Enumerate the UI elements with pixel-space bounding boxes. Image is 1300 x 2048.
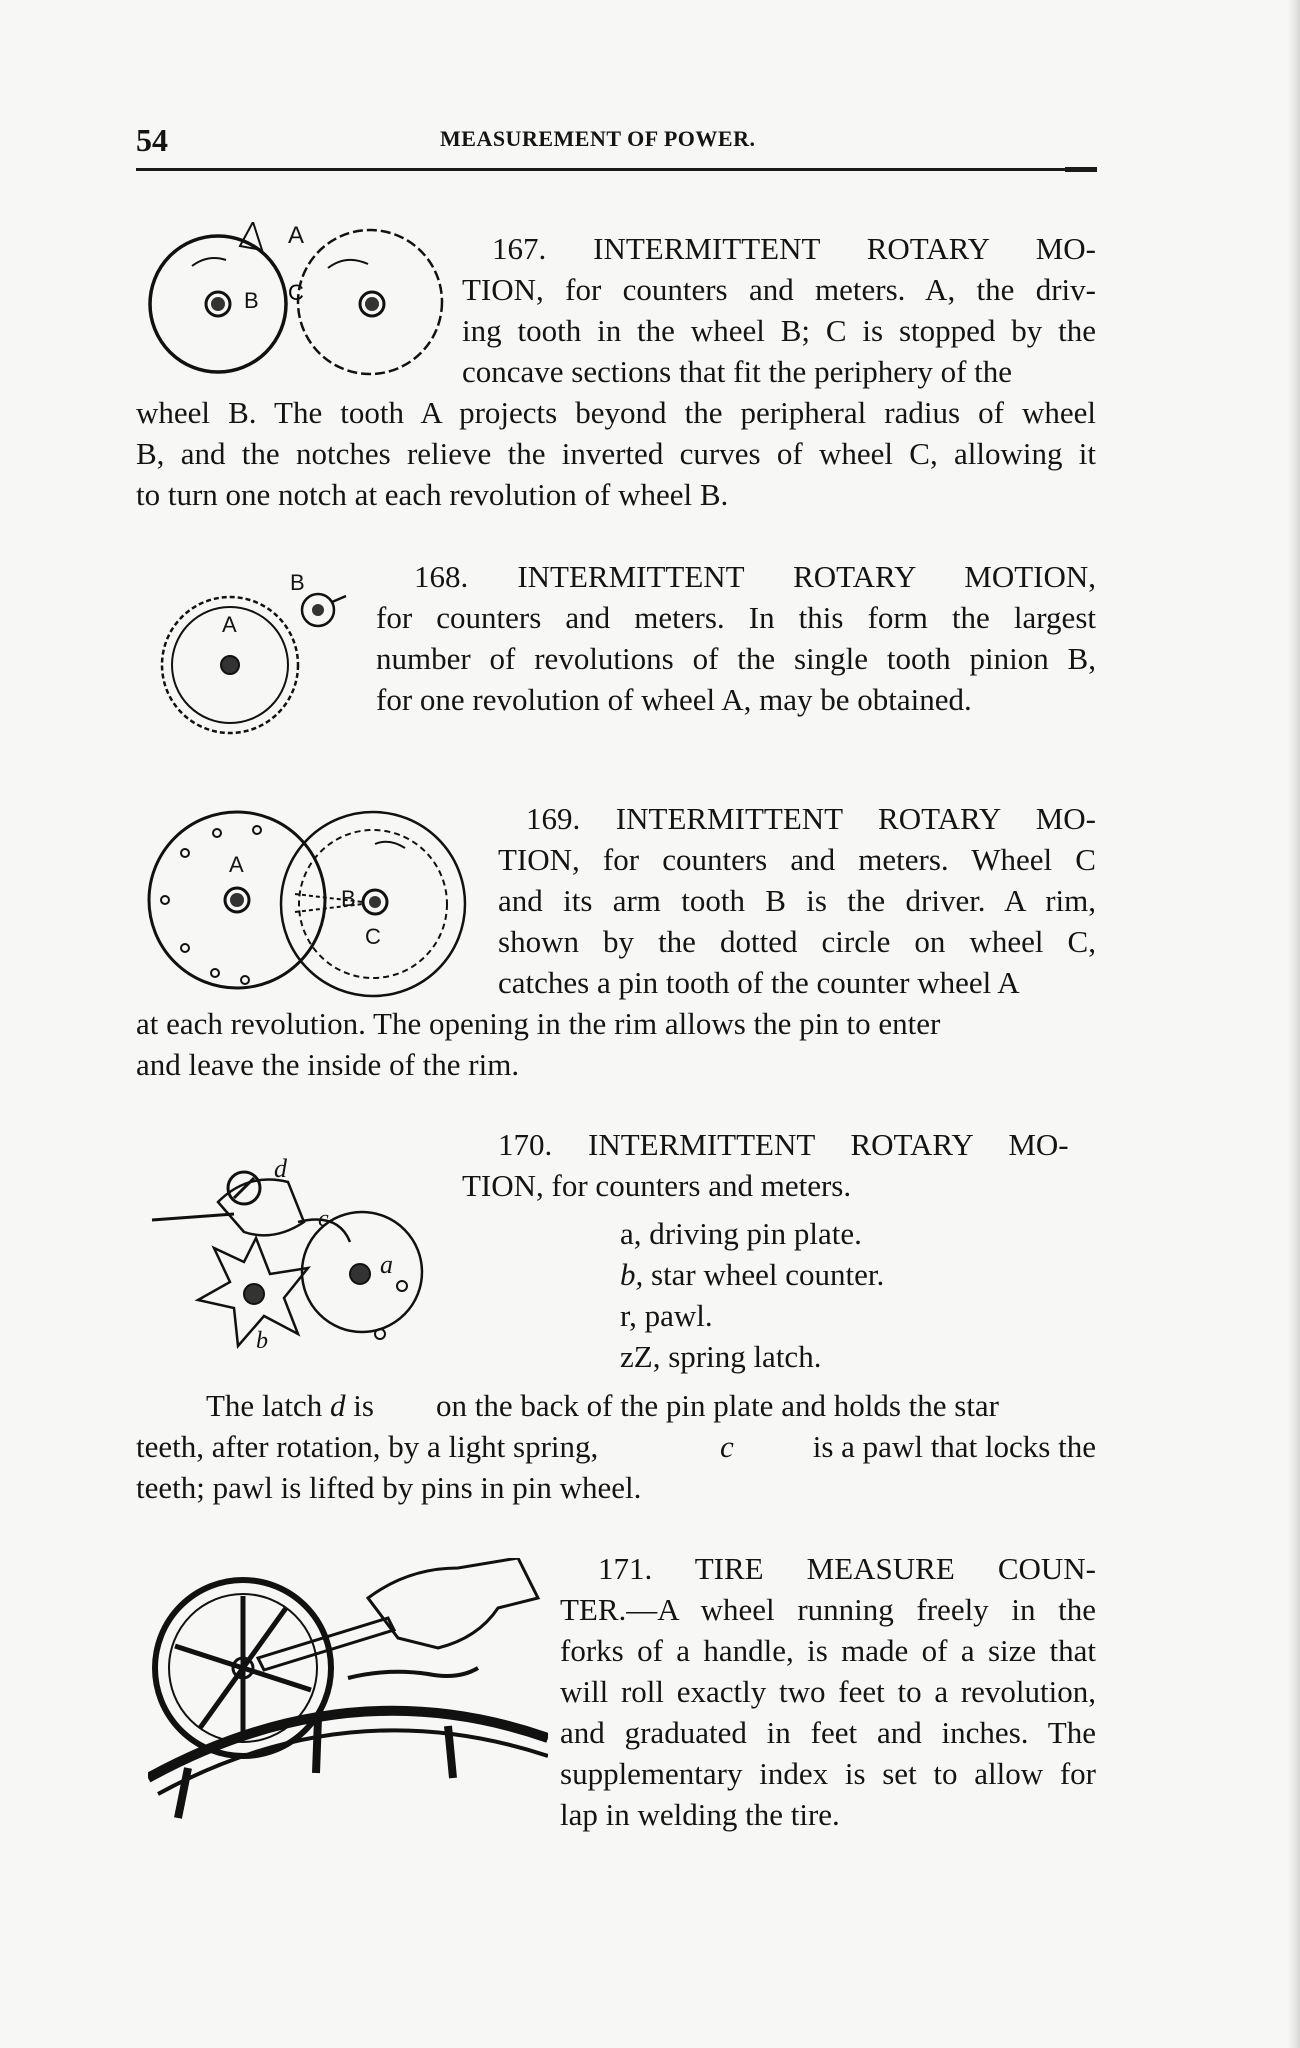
s171-line-2: TER.—A wheel running freely in the	[560, 1592, 1096, 1627]
s171-line-7: lap in welding the tire.	[560, 1797, 840, 1832]
figure-170-pawl-star-wheel-diagram	[148, 1150, 428, 1380]
s171-line-6: supplementary index is set to allow for	[560, 1756, 1096, 1791]
s170-line-1: 170. INTERMITTENT ROTARY MO-	[498, 1127, 1069, 1162]
s171-line-1: 171. TIRE MEASURE COUN-	[598, 1551, 1096, 1586]
s170-legend-a: a, driving pin plate.	[620, 1216, 862, 1251]
fig170-label-b: b	[256, 1328, 268, 1354]
fig170-label-a: a	[380, 1250, 393, 1279]
figure-169-rim-wheel-diagram	[145, 808, 470, 998]
s170-body-1a	[206, 1385, 374, 1426]
figure-171-tire-measure-illustration	[148, 1558, 548, 1828]
fig167-label-a: A	[288, 222, 305, 249]
s168-line-2: for counters and meters. In this form the largest	[376, 600, 1096, 635]
s171-line-4: will roll exactly two feet to a revolution,	[560, 1674, 1096, 1709]
s170-body-1a-is: is	[345, 1388, 374, 1423]
s167-line-6: B, and the notches relieve the inverted curves of wheel C, allowing it	[136, 436, 1096, 471]
s170-legend-r: r, pawl.	[620, 1298, 713, 1333]
fig169-label-b: B	[341, 886, 356, 911]
fig170-label-d: d	[274, 1154, 287, 1183]
s169-line-7: and leave the inside of the rim.	[136, 1047, 520, 1082]
s167-line-2: TION, for counters and meters. A, the driv-	[462, 272, 1096, 307]
s169-line-6: at each revolution. The opening in the rim allows the pin to enter	[136, 1006, 941, 1041]
figure-168-star-wheel-diagram	[140, 570, 360, 740]
s167-line-7: to turn one notch at each revolution of wheel B.	[136, 477, 729, 512]
s167-line-4: concave sections that fit the periphery of the	[462, 354, 1013, 389]
s170-legend-b-letter: b,	[620, 1257, 644, 1292]
s170-legend-b	[620, 1254, 884, 1295]
fig168-label-b: B	[290, 570, 305, 595]
s170-body-1a-text: The latch	[206, 1388, 330, 1423]
s170-body-1c: on the back of the pin plate and holds the star	[436, 1388, 1000, 1423]
s170-body-2b: is a pawl that locks the	[812, 1429, 1096, 1464]
page-spine-shadow	[1288, 0, 1300, 2048]
header-rule-end	[1065, 167, 1097, 172]
s169-line-2: TION, for counters and meters. Wheel C	[498, 842, 1096, 877]
s171-line-3: forks of a handle, is made of a size that	[560, 1633, 1096, 1668]
s169-line-4: shown by the dotted circle on wheel C,	[498, 924, 1096, 959]
fig170-label-c: c	[318, 1206, 329, 1232]
s170-body-2	[136, 1426, 1096, 1467]
page-number: 54	[136, 122, 168, 158]
fig169-label-a: A	[229, 852, 244, 877]
s170-line-2: TION, for counters and meters.	[462, 1168, 852, 1203]
s170-legend-z: zZ, spring latch.	[620, 1339, 822, 1374]
fig168-label-a: A	[222, 612, 237, 637]
s167-line-1: 167. INTERMITTENT ROTARY MO-	[492, 231, 1096, 266]
s167-line-5: wheel B. The tooth A projects beyond the peripheral radius of wheel	[136, 395, 1096, 430]
s170-body-2c: c	[720, 1429, 734, 1464]
s169-line-1: 169. INTERMITTENT ROTARY MO-	[526, 801, 1096, 836]
s169-line-3: and its arm tooth B is the driver. A rim,	[498, 883, 1096, 918]
fig169-label-c: C	[365, 924, 381, 949]
s167-line-3: ing tooth in the wheel B; C is stopped by the	[462, 313, 1096, 348]
s170-body-3: teeth; pawl is lifted by pins in pin wheel.	[136, 1470, 642, 1505]
figure-167-gear-diagram	[140, 222, 450, 382]
s171-line-5: and graduated in feet and inches. The	[560, 1715, 1096, 1750]
s170-legend-b-text: star wheel counter.	[643, 1257, 885, 1292]
running-title: MEASUREMENT OF POWER.	[440, 126, 756, 151]
s170-body-1a-d: d	[329, 1388, 346, 1423]
s168-line-1: 168. INTERMITTENT ROTARY MOTION,	[414, 559, 1096, 594]
s170-body-2a: teeth, after rotation, by a light spring,	[136, 1429, 599, 1464]
fig167-label-b: B	[244, 288, 259, 313]
s168-line-3: number of revolutions of the single tooth pinion B,	[376, 641, 1096, 676]
s169-line-5: catches a pin tooth of the counter wheel A	[498, 965, 1020, 1000]
header-rule	[136, 168, 1096, 171]
svg-text:C: C	[288, 280, 304, 305]
s168-line-4: for one revolution of wheel A, may be obtained.	[376, 682, 972, 717]
